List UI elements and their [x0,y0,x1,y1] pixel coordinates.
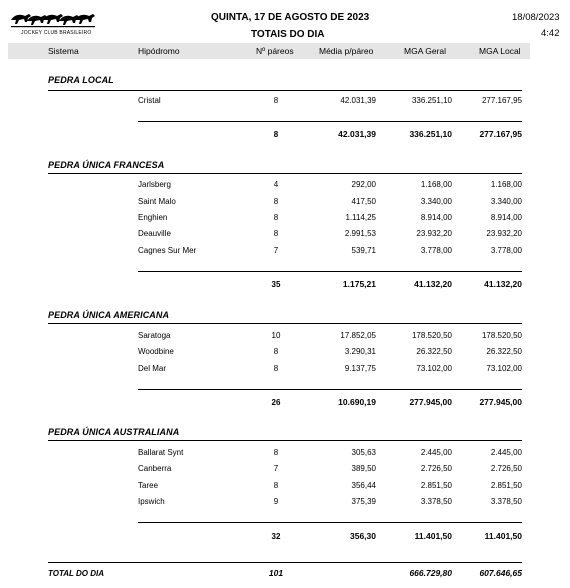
section-title: PEDRA LOCAL [48,75,114,85]
table-row-pareos: 8 [273,229,279,238]
subtotal-media: 1.175,21 [342,279,376,289]
table-row-pareos: 8 [273,448,279,457]
table-row-hipodromo: Ballarat Synt [138,448,184,457]
subtotal-mga-geral: 11.401,50 [414,531,452,541]
subtotal-mga-geral: 41.132,20 [414,279,452,289]
table-row-mga-geral: 3.340,00 [420,197,452,206]
section-divider [48,323,522,324]
page-subtitle: TOTAIS DO DIA [251,29,325,40]
table-row-mga-geral: 2.726,50 [420,464,452,473]
table-row-mga-geral: 3.778,00 [420,246,452,255]
table-row-media: 17.852,05 [340,331,376,340]
table-row-mga-local: 277.167,95 [481,96,522,105]
grand-total-divider [48,562,522,563]
subtotal-media: 42.031,39 [338,129,376,139]
grand-total-pareos: 101 [268,568,284,578]
subtotal-divider [138,389,522,390]
table-row-mga-geral: 1.168,00 [420,180,452,189]
table-row-mga-local: 178.520,50 [481,331,522,340]
table-row-mga-local: 3.378,50 [490,497,522,506]
table-row-media: 539,71 [351,246,376,255]
subtotal-mga-local: 277.167,95 [479,129,522,139]
table-row-hipodromo: Taree [138,481,159,490]
table-row-media: 305,63 [351,448,376,457]
table-row-media: 9.137,75 [344,364,376,373]
subtotal-mga-local: 41.132,20 [484,279,522,289]
table-row-mga-geral: 23.932,20 [416,229,452,238]
table-row-mga-local: 2.726,50 [490,464,522,473]
table-row-media: 356,44 [351,481,376,490]
table-row-mga-geral: 2.445,00 [420,448,452,457]
col-header-media: Média p/páreo [319,46,374,56]
table-row-media: 2.991,53 [344,229,376,238]
table-row-mga-local: 2.851,50 [490,481,522,490]
table-row-mga-geral: 26.322,50 [416,347,452,356]
table-row-pareos: 8 [273,213,279,222]
table-row-hipodromo: Ipswich [138,497,165,506]
table-row-pareos: 4 [273,180,279,189]
horses-logo-icon [9,8,99,30]
table-row-mga-geral: 2.851,50 [420,481,452,490]
print-time: 4:42 [541,28,560,39]
table-row-hipodromo: Enghien [138,213,168,222]
table-row-mga-local: 8.914,00 [490,213,522,222]
subtotal-media: 356,30 [350,531,376,541]
table-row-mga-geral: 178.520,50 [411,331,452,340]
page-title: QUINTA, 17 DE AGOSTO DE 2023 [211,12,370,23]
table-row-mga-geral: 73.102,00 [416,364,452,373]
table-row-pareos: 8 [273,364,279,373]
table-row-media: 42.031,39 [340,96,376,105]
grand-total-label: TOTAL DO DIA [48,569,104,578]
table-row-pareos: 8 [273,96,279,105]
table-row-media: 389,50 [351,464,376,473]
jockey-club-logo [9,8,99,38]
table-row-pareos: 8 [273,197,279,206]
table-row-mga-local: 23.932,20 [486,229,522,238]
subtotal-media: 10.690,19 [338,397,376,407]
subtotal-pareos: 32 [271,532,281,541]
table-row-hipodromo: Cagnes Sur Mer [138,246,197,255]
section-title: PEDRA ÚNICA FRANCESA [48,160,165,170]
grand-total-mga-local: 607.646,65 [479,568,522,578]
table-row-hipodromo: Cristal [138,96,161,105]
table-row-mga-geral: 336.251,10 [411,96,452,105]
subtotal-pareos: 8 [273,130,279,139]
table-row-media: 3.290,31 [344,347,376,356]
table-row-hipodromo: Saratoga [138,331,171,340]
subtotal-divider [138,271,522,272]
col-header-mga-local: MGA Local [479,46,521,56]
table-row-mga-local: 3.340,00 [490,197,522,206]
table-row-mga-local: 2.445,00 [490,448,522,457]
subtotal-mga-geral: 336.251,10 [409,129,452,139]
table-row-hipodromo: Deauville [138,229,171,238]
table-row-pareos: 8 [273,481,279,490]
subtotal-pareos: 26 [271,398,281,407]
col-header-mga-geral: MGA Geral [404,46,447,56]
section-divider [48,173,522,174]
table-row-hipodromo: Saint Malo [138,197,176,206]
grand-total-mga-geral: 666.729,80 [409,568,452,578]
col-header-pareos: Nº páreos [256,46,294,56]
subtotal-pareos: 35 [271,280,281,289]
subtotal-mga-geral: 277.945,00 [409,397,452,407]
table-row-hipodromo: Woodbine [138,347,174,356]
table-row-mga-geral: 3.378,50 [420,497,452,506]
section-divider [48,90,522,91]
subtotal-mga-local: 277.945,00 [479,397,522,407]
table-row-mga-local: 1.168,00 [490,180,522,189]
table-row-pareos: 8 [273,347,279,356]
col-header-sistema: Sistema [48,46,79,56]
table-row-media: 375,39 [351,497,376,506]
table-row-hipodromo: Canberra [138,464,172,473]
table-row-mga-geral: 8.914,00 [420,213,452,222]
table-row-pareos: 7 [273,464,279,473]
subtotal-divider [138,522,522,523]
table-row-mga-local: 3.778,00 [490,246,522,255]
col-header-hipodromo: Hipódromo [138,46,180,56]
table-row-media: 1.114,25 [345,213,376,222]
subtotal-mga-local: 11.401,50 [484,531,522,541]
table-row-mga-local: 73.102,00 [486,364,522,373]
print-date: 18/08/2023 [512,12,560,23]
table-row-mga-local: 26.322,50 [486,347,522,356]
subtotal-divider [138,121,522,122]
table-row-media: 292,00 [351,180,376,189]
table-row-pareos: 7 [273,246,279,255]
section-title: PEDRA ÚNICA AUSTRALIANA [48,427,180,437]
section-divider [48,440,522,441]
table-row-hipodromo: Jarlsberg [138,180,171,189]
section-title: PEDRA ÚNICA AMERICANA [48,310,170,320]
table-row-pareos: 9 [273,497,279,506]
table-row-pareos: 10 [271,331,281,340]
table-row-hipodromo: Del Mar [138,364,167,373]
logo-text: JOCKEY CLUB BRASILEIRO [21,30,92,36]
table-row-media: 417,50 [351,197,376,206]
